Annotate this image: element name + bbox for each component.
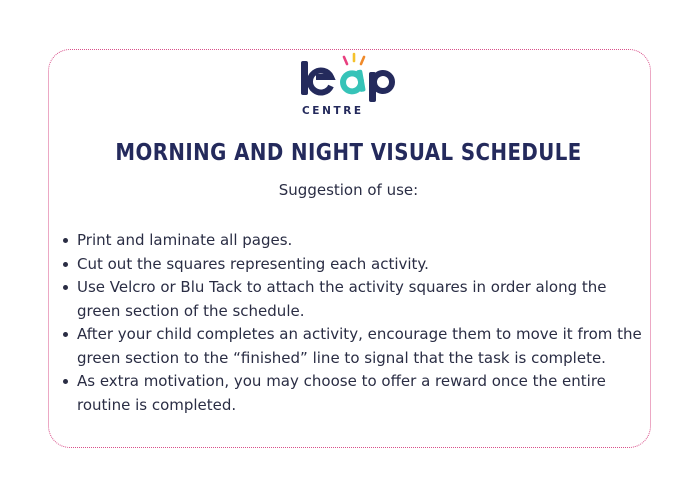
list-item: Print and laminate all pages. — [62, 229, 652, 253]
logo-subtext: CENTRE — [302, 105, 364, 117]
page-title: MORNING AND NIGHT VISUAL SCHEDULE — [115, 140, 582, 166]
list-item: As extra motivation, you may choose to offer a reward once the entire routine is completed. — [62, 370, 652, 417]
list-item: After your child completes an activity, encourage them to move it from the green section to the “finished” line to signal that the task is complete. — [62, 323, 652, 370]
list-item: Use Velcro or Blu Tack to attach the activity squares in order along the green section of the schedule. — [62, 276, 652, 323]
leap-centre-logo — [300, 52, 400, 118]
list-item: Cut out the squares representing each activity. — [62, 253, 652, 277]
suggestion-list — [62, 229, 652, 417]
logo-graphic — [300, 52, 400, 118]
page-subtitle: Suggestion of use: — [278, 181, 419, 199]
